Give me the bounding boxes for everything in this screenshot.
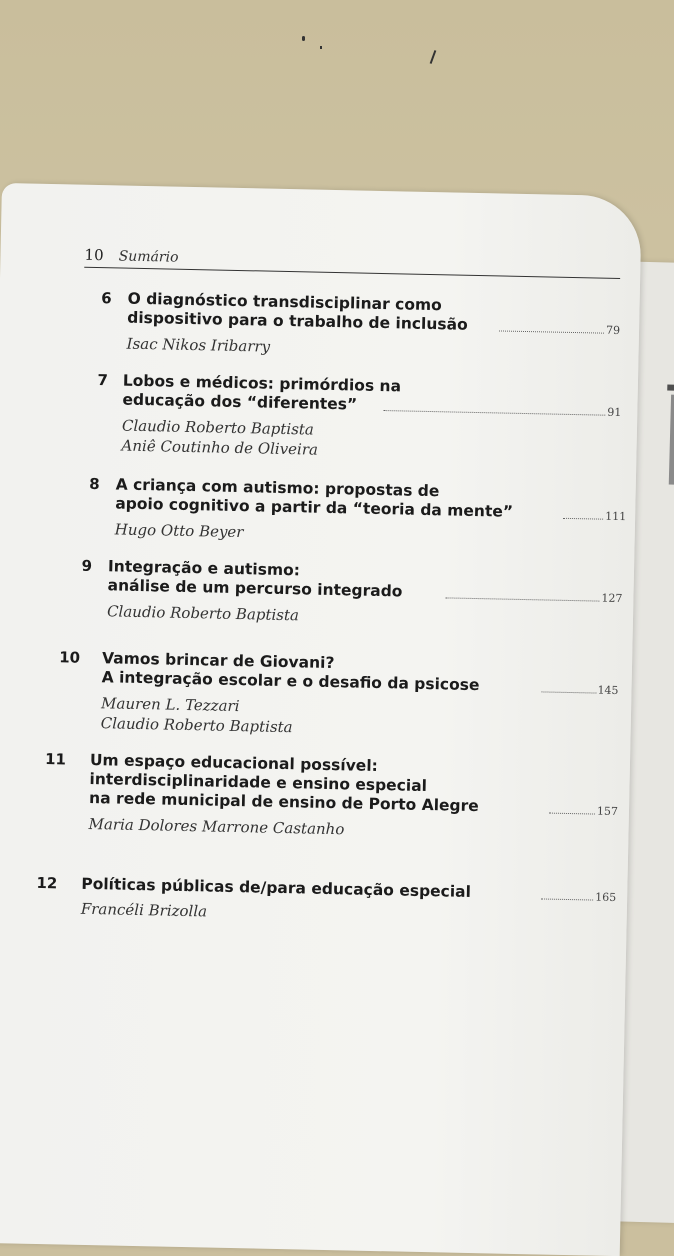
- entry-title-line: Um espaço educacional possível:: [89, 750, 379, 775]
- next-page-block: [669, 395, 674, 486]
- entry-number: 8: [89, 474, 100, 494]
- leader-dots: [499, 330, 604, 333]
- entry-number: 11: [44, 750, 67, 769]
- entry-author: Maria Dolores Marrone Castanho: [88, 814, 345, 839]
- leader-dots: [563, 518, 603, 520]
- entry-author: Claudio Roberto Baptista: [100, 714, 293, 737]
- entry-title-line: A integração escolar e o desafio da psicose: [101, 668, 480, 695]
- entry-author: Isac Nikos Iribarry: [126, 334, 271, 356]
- leader-dots: [541, 898, 593, 900]
- toc-entry: [0, 749, 619, 839]
- entry-title-line: educação dos “diferentes”: [122, 390, 358, 414]
- entry-author: Mauren L. Tezzari: [100, 694, 240, 716]
- entry-author: Claudio Roberto Baptista: [106, 602, 300, 625]
- entry-page-number: 127: [601, 591, 623, 606]
- next-page-strip: [667, 384, 674, 391]
- entry-number: 6: [100, 289, 112, 308]
- toc-entry: [0, 473, 627, 542]
- running-header: [84, 245, 624, 275]
- entry-title-line: dispositivo para o trabalho de inclusão: [127, 308, 468, 334]
- entry-title-line: apoio cognitivo a partir da “teoria da mente”: [115, 494, 514, 521]
- entry-title-line: Integração e autismo:: [107, 557, 301, 580]
- desk-mark: [320, 46, 322, 49]
- entry-page-number: 79: [605, 323, 621, 337]
- entry-title-line: Vamos brincar de Giovani?: [101, 649, 335, 673]
- entry-title-line: O diagnóstico transdisciplinar como: [127, 289, 442, 315]
- header-page-number: 10: [84, 245, 104, 265]
- desk-mark: [430, 50, 437, 64]
- entry-title-line: interdisciplinaridade e ensino especial: [89, 769, 428, 796]
- entry-title-line: na rede municipal de ensino de Porto Alegre: [88, 788, 479, 816]
- toc-entry: [0, 647, 619, 737]
- leader-dots: [549, 813, 595, 815]
- entry-author: Hugo Otto Beyer: [114, 520, 244, 542]
- entry-page-number: 145: [597, 683, 619, 698]
- header-section-title: Sumário: [118, 248, 179, 266]
- entry-number: 7: [97, 371, 109, 390]
- toc-entry: [0, 369, 622, 459]
- entry-page-number: 157: [596, 804, 619, 819]
- leader-dots: [445, 597, 599, 601]
- entry-author: Aniê Coutinho de Oliveira: [121, 436, 319, 459]
- entry-number: 10: [59, 648, 81, 667]
- entry-title-line: Lobos e médicos: primórdios na: [122, 371, 402, 396]
- toc-entry: [0, 873, 617, 921]
- leader-dots: [383, 410, 605, 416]
- toc-entry: [0, 555, 623, 625]
- entry-title-line: A criança com autismo: propostas de: [115, 475, 440, 501]
- entry-number: 12: [36, 873, 58, 893]
- book-page: [0, 183, 642, 1256]
- desk-mark: [302, 36, 305, 41]
- entry-title-line: Políticas públicas de/para educação especial: [81, 874, 472, 901]
- entry-page-number: 165: [595, 890, 617, 905]
- entry-author: Claudio Roberto Baptista: [121, 416, 315, 439]
- toc-entry: [0, 287, 621, 356]
- entry-title-line: análise de um percurso integrado: [107, 576, 403, 601]
- leader-dots: [541, 691, 596, 693]
- entry-page-number: 91: [607, 405, 622, 420]
- entry-page-number: 111: [605, 509, 627, 524]
- entry-number: 9: [81, 556, 93, 575]
- entry-author: Francéli Brizolla: [80, 899, 208, 921]
